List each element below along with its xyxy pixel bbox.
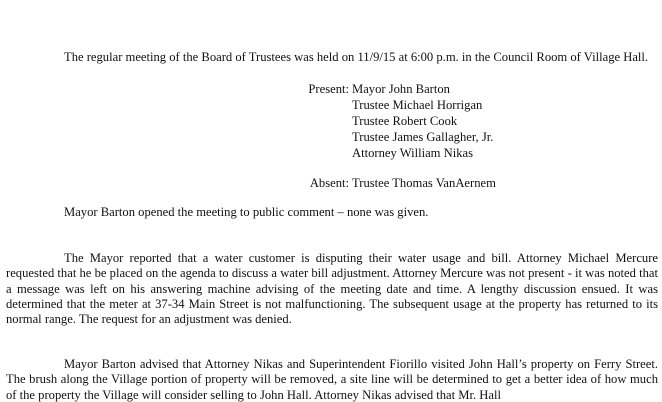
present-label: Present: xyxy=(308,82,349,96)
hall-property-paragraph xyxy=(6,357,658,402)
public-comment-text: Mayor Barton opened the meeting to public comment – none was given. xyxy=(64,205,429,219)
opening-text: The regular meeting of the Board of Trustees was held on 11/9/15 at 6:00 p.m. in the Council Room of Village Hall. xyxy=(64,50,649,64)
present-member: Trustee Michael Horrigan xyxy=(352,98,483,112)
water-dispute-text: The Mayor reported that a water customer is disputing their water usage and bill. Attorney Michael Mercure requested that he be placed on the agenda to discuss a water bill adjustment. Attorney Mercure was not present - it was noted that a message was left on his answering machine advising of the meeting date and time. A lengthy discussion ensued. It was determined that the meter at 37-34 Main Street is not malfunctioning. The subsequent usage at the property has returned to its normal range. The request for an adjustment was denied. xyxy=(6,251,658,327)
absent-label: Absent: xyxy=(309,176,349,190)
public-comment-paragraph xyxy=(6,205,658,220)
present-member: Trustee Robert Cook xyxy=(352,114,458,128)
present-member: Mayor John Barton xyxy=(352,82,450,96)
absent-member: Trustee Thomas VanAernem xyxy=(352,176,496,190)
water-dispute-paragraph xyxy=(6,251,658,327)
hall-property-text: Mayor Barton advised that Attorney Nikas and Superintendent Fiorillo visited John Hall’s property on Ferry Street. The brush along the Village portion of property will be removed, a site line will be determined to get a better idea of how much of the property the Village will consider selling to John Hall. Attorney Nikas advised that Mr. Hall xyxy=(6,357,658,402)
present-member: Attorney William Nikas xyxy=(352,146,473,160)
opening-paragraph xyxy=(6,50,658,65)
present-member: Trustee James Gallagher, Jr. xyxy=(352,130,494,144)
